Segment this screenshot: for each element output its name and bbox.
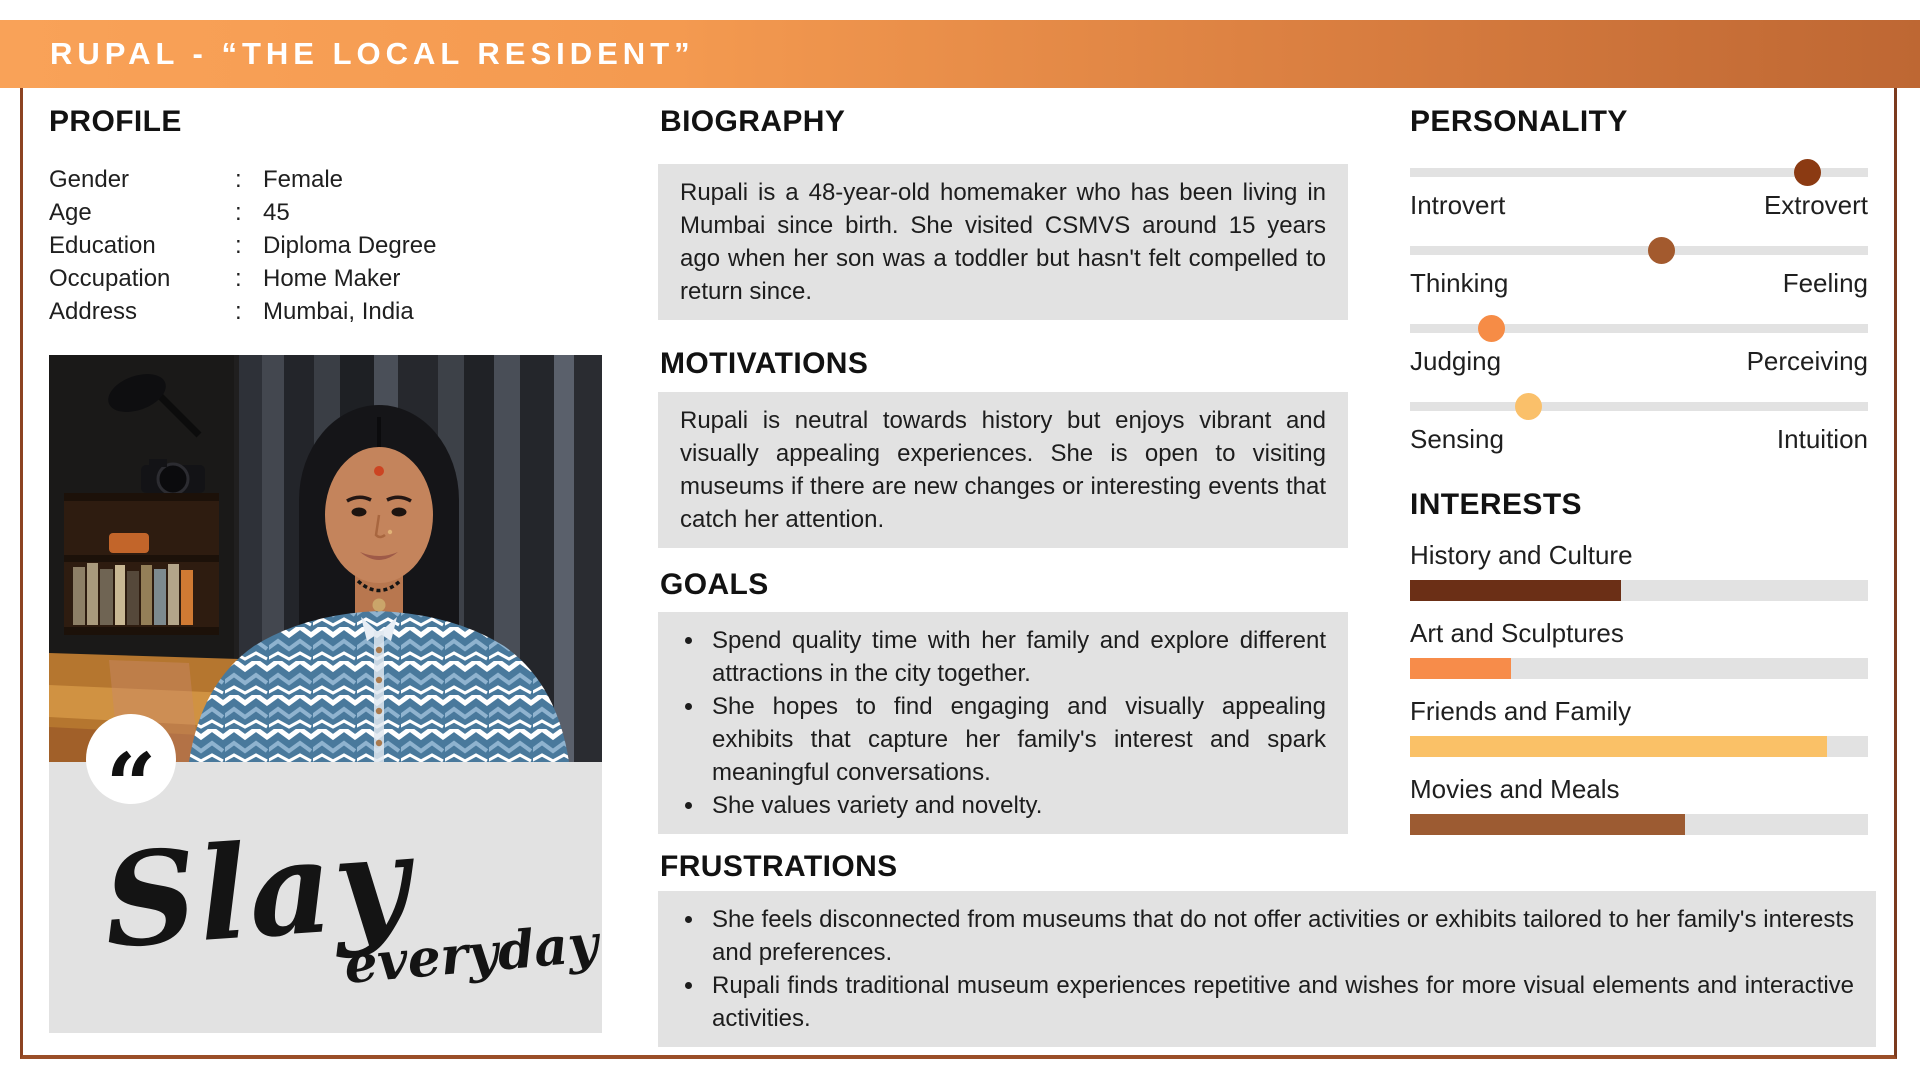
interest-item — [1410, 618, 1868, 679]
profile-value: Female — [263, 166, 344, 193]
goal-item: • She values variety and novelty. — [706, 789, 1326, 822]
interest-item — [1410, 696, 1868, 757]
biography-text: Rupali is a 48-year-old homemaker who has been living in Mumbai since birth. She visited CSMVS around 15 years ago when her son was a toddler but hasn't felt compelled to return since. — [680, 179, 1326, 305]
profile-colon: : — [235, 199, 242, 226]
slider-track — [1410, 324, 1868, 333]
profile-label: Address — [49, 298, 138, 325]
slider-dot — [1794, 159, 1821, 186]
profile-label: Occupation — [49, 265, 171, 292]
persona-photo — [49, 355, 602, 762]
interest-fill — [1410, 580, 1621, 601]
slider-label-right: Perceiving — [1746, 346, 1868, 376]
personality-slider — [1410, 324, 1868, 377]
interest-track — [1410, 580, 1868, 601]
slider-label-right: Intuition — [1776, 424, 1868, 454]
biography-box — [658, 164, 1348, 320]
page-title: RUPAL - “THE LOCAL RESIDENT” — [50, 36, 695, 71]
profile-label: Age — [49, 199, 92, 226]
profile-value: Diploma Degree — [263, 232, 437, 259]
frustrations-box — [658, 891, 1876, 1047]
slider-label-left: Sensing — [1410, 424, 1504, 454]
frustration-item: • She feels disconnected from museums that do not offer activities or exhibits tailored to her family's interests and preferences. — [706, 903, 1854, 969]
slider-label-left: Judging — [1410, 346, 1502, 376]
quote-mark-glyph: “ — [105, 733, 157, 837]
interest-label: Art and Sculptures — [1410, 618, 1624, 648]
frustrations-list — [706, 903, 1854, 1035]
interest-fill — [1410, 658, 1511, 679]
goals-box — [658, 612, 1348, 834]
interest-track — [1410, 736, 1868, 757]
slider-track — [1410, 246, 1868, 255]
slider-dot — [1515, 393, 1542, 420]
slider-label-left: Thinking — [1410, 268, 1509, 298]
biography-heading: BIOGRAPHY — [660, 105, 846, 138]
frustrations-heading: FRUSTRATIONS — [660, 850, 898, 883]
profile-label: Education — [49, 232, 156, 259]
slider-dot — [1478, 315, 1505, 342]
interest-label: History and Culture — [1410, 540, 1633, 570]
quote-sub-text: everyday — [341, 913, 601, 996]
slider-track — [1410, 168, 1868, 177]
slider-label-right: Extrovert — [1763, 190, 1868, 220]
profile-heading: PROFILE — [49, 105, 182, 138]
profile-section — [49, 105, 602, 328]
profile-row — [49, 295, 602, 328]
quote-icon — [86, 714, 176, 837]
profile-row — [49, 229, 602, 262]
goal-item: • She hopes to find engaging and visually appealing exhibits that capture her family's interest and spark meaningful conversations. — [706, 690, 1326, 789]
personality-sliders — [1410, 168, 1868, 480]
interest-item — [1410, 540, 1868, 601]
interest-track — [1410, 658, 1868, 679]
personality-heading: PERSONALITY — [1410, 105, 1628, 138]
slider-label-right: Feeling — [1782, 268, 1868, 298]
profile-value: Mumbai, India — [263, 298, 414, 325]
interest-label: Movies and Meals — [1410, 774, 1620, 804]
slider-track — [1410, 402, 1868, 411]
profile-row — [49, 196, 602, 229]
quote-main-text: Slay — [99, 806, 416, 978]
interest-list — [1410, 540, 1868, 852]
personality-slider — [1410, 402, 1868, 455]
profile-colon: : — [235, 232, 242, 259]
goals-list — [706, 624, 1326, 822]
motivations-box — [658, 392, 1348, 548]
profile-colon: : — [235, 265, 242, 292]
frustration-item: • Rupali finds traditional museum experiences repetitive and wishes for more visual elements and interactive activities. — [706, 969, 1854, 1035]
interest-track — [1410, 814, 1868, 835]
profile-colon: : — [235, 298, 242, 325]
profile-rows — [49, 163, 602, 328]
header-band — [0, 20, 1920, 88]
profile-label: Gender — [49, 166, 130, 193]
motivations-heading: MOTIVATIONS — [660, 347, 869, 380]
interest-fill — [1410, 736, 1827, 757]
interest-item — [1410, 774, 1868, 835]
profile-row — [49, 163, 602, 196]
interest-fill — [1410, 814, 1685, 835]
goal-item: • Spend quality time with her family and explore different attractions in the city together. — [706, 624, 1326, 690]
profile-value: 45 — [263, 199, 290, 226]
slider-label-left: Introvert — [1410, 190, 1506, 220]
motivations-text: Rupali is neutral towards history but enjoys vibrant and visually appealing experiences. She is open to visiting museums if there are new changes or interesting events that catch her attention. — [680, 407, 1326, 533]
personality-slider — [1410, 246, 1868, 299]
slider-dot — [1648, 237, 1675, 264]
goals-heading: GOALS — [660, 568, 769, 601]
interests-heading: INTERESTS — [1410, 488, 1582, 521]
interest-label: Friends and Family — [1410, 696, 1632, 726]
profile-value: Home Maker — [263, 265, 401, 292]
personality-slider — [1410, 168, 1868, 221]
profile-row — [49, 262, 602, 295]
profile-colon: : — [235, 166, 242, 193]
